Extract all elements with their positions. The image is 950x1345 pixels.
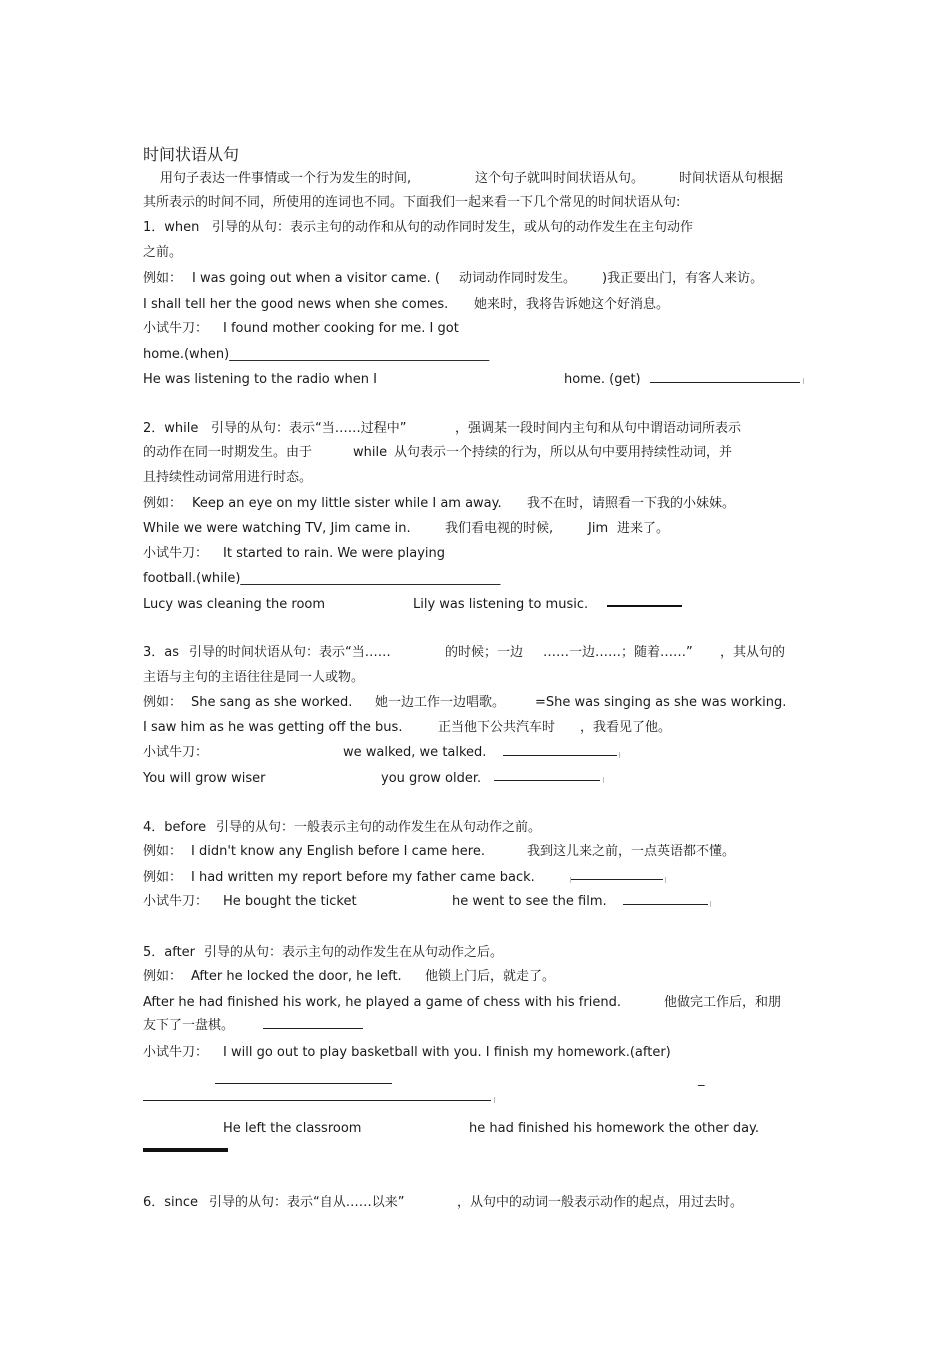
section-text: 从句表示一个持续的行为，所以从句中要用持续性动词，并	[394, 445, 733, 460]
blank-mark	[710, 901, 711, 907]
practice-sentence: You will grow wiser	[143, 771, 266, 786]
answer-blank[interactable]	[623, 904, 708, 905]
answer-blank[interactable]	[263, 1028, 363, 1029]
example-label: 例如：	[143, 969, 183, 984]
example-chinese: 正当他下公共汽车时	[438, 720, 556, 735]
section-text: 主语与主句的主语往往是同一人或物。	[143, 670, 365, 685]
practice-label: 小试牛刀：	[143, 546, 209, 561]
example-english: After he locked the door, he left.	[191, 969, 402, 984]
section-text: ，其从句的	[720, 645, 786, 660]
answer-blank[interactable]	[607, 605, 682, 607]
intro-text: 其所表示的时间不同，所使用的连词也不同。下面我们一起来看一下几个常见的时间状语从句:	[143, 195, 681, 210]
example-chinese: 她一边工作一边唱歌。	[375, 695, 506, 710]
practice-label: 小试牛刀：	[143, 1045, 209, 1060]
example-english: I was going out when a visitor came. (	[192, 271, 441, 286]
practice-sentence: he went to see the film.	[452, 894, 607, 909]
example-chinese: 我们看电视的时候,	[445, 521, 554, 536]
section-heading-as: 3．as	[143, 645, 180, 660]
intro-text: 时间状语从句根据	[679, 171, 784, 186]
section-text: ，强调某一段时间内主句和从句中谓语动词所表示	[455, 421, 742, 436]
answer-blank[interactable]	[494, 780, 600, 781]
section-text: 之前。	[143, 245, 183, 260]
example-english: While we were watching TV, Jim came in.	[143, 521, 411, 536]
section-heading-after: 5．after	[143, 945, 196, 960]
example-label: 例如：	[143, 844, 183, 859]
answer-blank[interactable]	[215, 1083, 392, 1084]
section-text: 引导的从句：表示“自从……以来”	[209, 1195, 405, 1210]
blank-mark	[619, 752, 620, 758]
section-heading-while: 2．while	[143, 421, 199, 436]
answer-blank[interactable]	[571, 879, 663, 880]
section-text: 引导的时间状语从句：表示“当……	[189, 645, 391, 660]
example-chinese: 我到这儿来之前，一点英语都不懂。	[527, 844, 736, 859]
section-text: 且持续性动词常用进行时态。	[143, 470, 313, 485]
example-english: She sang as she worked.	[191, 695, 353, 710]
practice-label: 小试牛刀：	[143, 894, 209, 909]
blank-mark	[803, 378, 804, 384]
practice-answer-line[interactable]: football.(while)________________________________________	[143, 571, 501, 586]
blank-mark	[494, 1097, 495, 1103]
example-english: I didn't know any English before I came here.	[191, 844, 485, 859]
example-chinese: 动词动作同时发生。	[459, 271, 577, 286]
section-text: 引导的从句：表示主句的动作发生在从句动作之后。	[204, 945, 504, 960]
example-label: 例如：	[143, 870, 183, 885]
section-text: 引导的从句：表示“当……过程中”	[211, 421, 407, 436]
section-heading-since: 6．since	[143, 1195, 199, 1210]
example-english: I had written my report before my father came back.	[191, 870, 535, 885]
section-heading-before: 4．before	[143, 820, 207, 835]
example-chinese: ，我看见了他。	[580, 720, 672, 735]
practice-sentence: you grow older.	[381, 771, 482, 786]
section-heading-when: 1．when	[143, 220, 200, 235]
example-chinese: 进来了。	[617, 521, 670, 536]
practice-sentence: we walked, we talked.	[343, 745, 487, 760]
practice-sentence: I will go out to play basketball with you. I finish my homework.(after)	[223, 1045, 671, 1060]
answer-blank[interactable]	[143, 1148, 228, 1152]
practice-sentence: He was listening to the radio when I	[143, 372, 377, 387]
example-chinese: 他锁上门后，就走了。	[425, 969, 556, 984]
practice-sentence: he had finished his homework the other day.	[469, 1121, 760, 1136]
example-chinese: 他做完工作后，和朋	[664, 995, 782, 1010]
trailing-dash: _	[698, 1072, 705, 1087]
practice-sentence: It started to rain. We were playing	[223, 546, 446, 561]
answer-blank[interactable]	[503, 755, 617, 756]
blank-mark	[570, 877, 571, 883]
section-text: ，从句中的动词一般表示动作的起点，用过去时。	[457, 1195, 744, 1210]
practice-sentence: home. (get)	[564, 372, 641, 387]
example-label: 例如：	[143, 496, 183, 511]
answer-blank[interactable]	[650, 382, 800, 383]
example-label: 例如：	[143, 695, 183, 710]
example-chinese: 她来时，我将告诉她这个好消息。	[474, 297, 670, 312]
intro-text: 用句子表达一件事情或一个行为发生的时间,	[160, 171, 412, 186]
intro-text: 这个句子就叫时间状语从句。	[475, 171, 645, 186]
practice-label: 小试牛刀：	[143, 745, 209, 760]
example-chinese: 我不在时，请照看一下我的小妹妹。	[527, 496, 736, 511]
practice-sentence: I found mother cooking for me. I got	[223, 321, 459, 336]
practice-sentence: Lucy was cleaning the room	[143, 597, 326, 612]
blank-mark	[603, 777, 604, 783]
answer-blank[interactable]	[143, 1100, 491, 1101]
example-english: I saw him as he was getting off the bus.	[143, 720, 403, 735]
example-english: =She was singing as she was working.	[535, 695, 787, 710]
section-text: while	[353, 445, 388, 460]
section-text: ……一边……；随着……”	[543, 645, 693, 660]
blank-mark	[665, 877, 666, 883]
example-chinese: 友下了一盘棋。	[143, 1018, 235, 1033]
example-chinese: )我正要出门，有客人来访。	[602, 271, 764, 286]
example-english: After he had finished his work, he played a game of chess with his friend.	[143, 995, 621, 1010]
section-text: 引导的从句：一般表示主句的动作发生在从句动作之前。	[216, 820, 542, 835]
practice-label: 小试牛刀：	[143, 321, 209, 336]
section-text: 的时候；一边	[445, 645, 524, 660]
section-text: 引导的从句：表示主句的动作和从句的动作同时发生，或从句的动作发生在主句动作	[212, 220, 694, 235]
section-text: 的动作在同一时期发生。由于	[143, 445, 313, 460]
practice-answer-line[interactable]: home.(when)________________________________________	[143, 347, 490, 362]
practice-sentence: He bought the ticket	[223, 894, 357, 909]
practice-sentence: Lily was listening to music.	[413, 597, 589, 612]
example-english: Keep an eye on my little sister while I am away.	[192, 496, 502, 511]
example-label: 例如：	[143, 271, 183, 286]
page-title: 时间状语从句	[143, 145, 240, 164]
example-chinese: Jim	[588, 521, 609, 536]
practice-sentence: He left the classroom	[223, 1121, 362, 1136]
example-english: I shall tell her the good news when she comes.	[143, 297, 449, 312]
